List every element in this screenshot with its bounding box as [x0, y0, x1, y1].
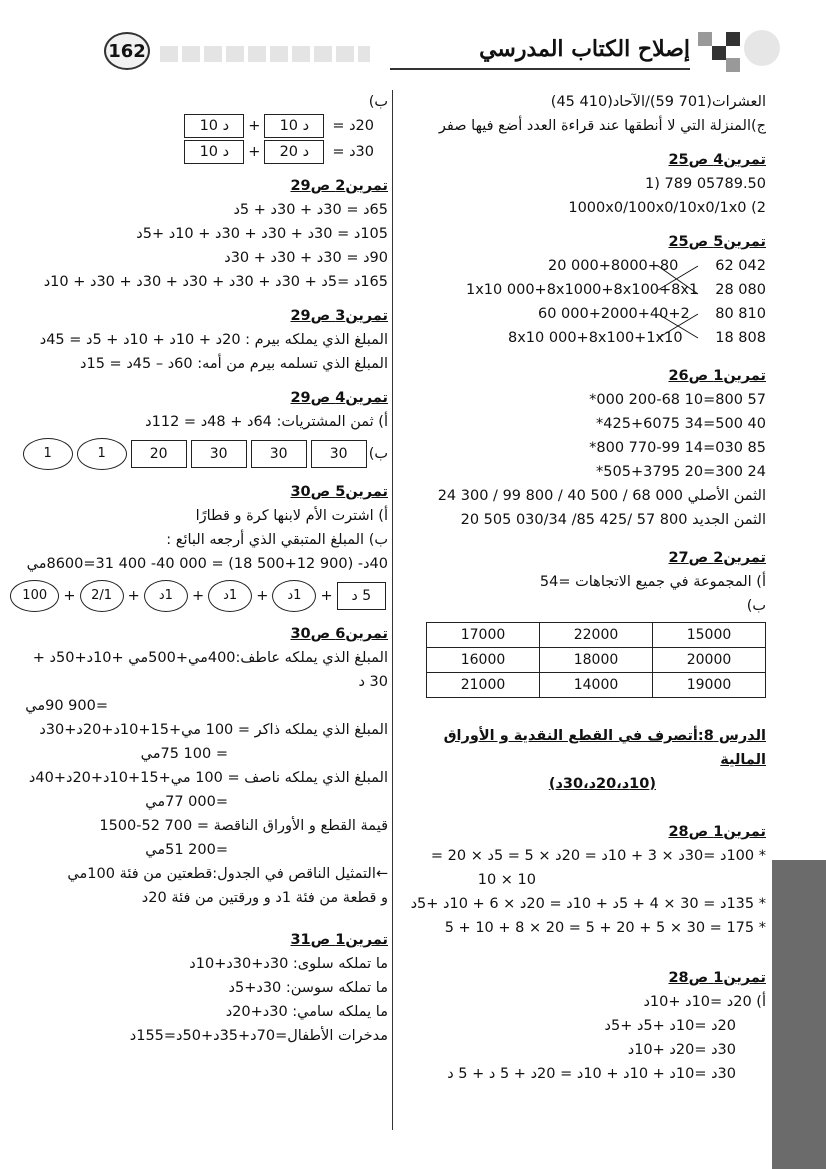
answer-line: 105د = 30د + 30د + 30د + 10د +5د [136, 226, 388, 242]
exercise-title: تمرين1 ص28 [668, 824, 766, 840]
match-right-item: 18 808 [715, 330, 766, 346]
page-number: 162 [104, 32, 150, 70]
answer-line: ما يملكه سامي: 30د+20د [225, 1004, 388, 1020]
table-cell: 16000 [427, 648, 540, 673]
plus-sign: + [248, 118, 261, 134]
answer-line: و قطعة من فئة 1د و ورقتين من فئة 20د [141, 890, 388, 906]
answer-line: ب) المبلغ المتبقي الذي أرجعه البائع : [166, 532, 388, 548]
header-decoration [160, 46, 370, 62]
banknote-box: 30 [251, 440, 307, 468]
header-circle-decoration [744, 30, 780, 66]
answer-line: 57 800=10 200-68 000* [589, 392, 766, 408]
header-blocks-icon [696, 32, 740, 72]
match-right-item: 62 042 [715, 258, 766, 274]
coin-row [8, 438, 388, 470]
answer-line: ←التمثيل الناقص في الجدول:قطعتين من فئة 100مي [67, 866, 388, 882]
exercise-title: تمرين1 ص26 [668, 368, 766, 384]
answer-line: 30 د [358, 674, 388, 690]
answer-line: الثمن الجديد 800 57 /425 85/ 030/34 505 20 [460, 512, 766, 528]
table-cell: 15000 [653, 623, 766, 648]
match-left-item: 1x10 000+8x1000+8x100+8x1 [466, 282, 699, 298]
table-cell: 19000 [653, 673, 766, 698]
answer-line: 05789.50 789 (1 [645, 176, 766, 192]
table-row [427, 648, 766, 673]
exercise-title: تمرين5 ص25 [668, 234, 766, 250]
match-right-item: 28 080 [715, 282, 766, 298]
answer-line: 24 300=20 505+3795* [596, 464, 766, 480]
answer-line: = 100 75مي [140, 746, 228, 762]
answer-line: أ) المجموعة في جميع الاتجاهات =54 [539, 574, 766, 590]
table-cell: 17000 [427, 623, 540, 648]
answer-line: أ) 20د =10د +10د [643, 994, 766, 1010]
answer-line: ب) [746, 598, 766, 614]
exercise-title: تمرين1 ص31 [290, 932, 388, 948]
grid-cell: 10 د [264, 114, 324, 138]
answer-line: أ) اشترت الأم لابنها كرة و قطارًا [195, 508, 388, 524]
table-cell: 14000 [540, 673, 653, 698]
table-row [427, 623, 766, 648]
side-strip [772, 860, 826, 1169]
coin-grid [184, 140, 324, 164]
table-cell: 20000 [653, 648, 766, 673]
answer-line: =000 77مي [145, 794, 228, 810]
part-label: ب) [368, 94, 388, 110]
exercise-title: تمرين2 ص27 [668, 550, 766, 566]
answer-line: * 175 = 30 × 5 + 20 + 5 = 20 × 8 + 10 + 5 [444, 920, 766, 936]
exercise-title: تمرين3 ص29 [290, 308, 388, 324]
magic-square-table [426, 622, 766, 698]
right-column [410, 90, 766, 1086]
table-cell: 21000 [427, 673, 540, 698]
coin-grid-row [8, 114, 374, 138]
coin-circle: 1د [208, 580, 252, 612]
answer-line: أ) ثمن المشتريات: 64د + 48د = 112د [145, 414, 388, 430]
match-left-item: 20 000+8000+80 [548, 258, 679, 274]
answer-line: 40 500=34 425+6075* [596, 416, 766, 432]
answer-line: المبلغ الذي يملكه ناصف = 100 مي+15+10د+20د+40د [28, 770, 388, 786]
answer-line: * 100د =30د × 3 + 10د = 20د × 5 = 5د × 20 = [430, 848, 766, 864]
part-label: ب) [368, 446, 388, 462]
answer-line: الثمن الأصلي 000 68 / 500 40 / 800 99 / 300 24 [437, 488, 766, 504]
grid-cell: 10 د [184, 114, 244, 138]
banknote-box: 20 [131, 440, 187, 468]
answer-line: 30د =20د +10د [627, 1042, 736, 1058]
answer-line: 30د =10د + 10د + 10د = 20د + 5 د + 5 د [447, 1066, 736, 1082]
intro-line: العشرات(701 59)/الآحاد(410 45) [550, 94, 766, 110]
table-cell: 22000 [540, 623, 653, 648]
answer-line: ما تملكه سوسن: 30د+5د [228, 980, 388, 996]
header-rule [390, 68, 690, 70]
plus-sign: + [248, 144, 261, 160]
answer-line: 65د = 30د + 30د + 5د [233, 202, 388, 218]
page-header [90, 28, 760, 80]
coin-row: 5 د + 1د + 1د + 1د + 2/1 + 100 [8, 580, 388, 612]
answer-line: المبلغ الذي يملكه بيرم : 20د + 10د + 10د + 5د = 45د [39, 332, 388, 348]
answer-line: =200 51مي [145, 842, 228, 858]
equation-label: 20د = [332, 118, 374, 134]
banknote-box: 30 [191, 440, 247, 468]
answer-line: 10 × 10 [477, 872, 536, 888]
coin-circle: 2/1 [80, 580, 124, 612]
answer-line: المبلغ الذي يملكه ذاكر = 100 مي+15+10د+20د+30د [39, 722, 388, 738]
answer-line: =900 90مي [25, 698, 108, 714]
match-left-item: 8x10 000+8x100+1x10 [508, 330, 683, 346]
exercise-title: تمرين2 ص29 [290, 178, 388, 194]
equation-label: 30د = [332, 144, 374, 160]
exercise-title: تمرين4 ص25 [668, 152, 766, 168]
column-divider [392, 90, 393, 1130]
match-left-item: 60 000+2000+40+2 [538, 306, 690, 322]
exercise-title: تمرين5 ص30 [290, 484, 388, 500]
answer-line: 85 030=14 770-99 800* [589, 440, 766, 456]
table-row [427, 673, 766, 698]
answer-line: قيمة القطع و الأوراق الناقصة = 700 52-1500 [99, 818, 388, 834]
answer-line: 20د =10د +5د +5د [604, 1018, 736, 1034]
answer-line: 1000x0/100x0/10x0/1x0 (2 [568, 200, 766, 216]
match-right-item: 80 810 [715, 306, 766, 322]
answer-line: المبلغ الذي تسلمه بيرم من أمه: 60د – 45د = 15د [80, 356, 388, 372]
lesson-subtitle: (10د،20د،30د) [548, 776, 656, 792]
grid-cell: 10 د [184, 140, 244, 164]
answer-line: 40د- (900 12+500 18) = 000 40- 400 31=8600مي [26, 556, 388, 572]
answer-line: * 135د = 30 × 4 + 5د + 10د = 20د × 6 + 10د +5د [410, 896, 766, 912]
answer-line: ما تملكه سلوى: 30د+30د+10د [189, 956, 388, 972]
left-column [8, 90, 388, 1048]
grid-cell: 20 د [264, 140, 324, 164]
table-cell: 18000 [540, 648, 653, 673]
lesson-title: الدرس 8:أتصرف في القطع النقدية و الأوراق المالية [443, 728, 766, 768]
coin-circle: 1د [144, 580, 188, 612]
coin-circle: 100 [10, 580, 59, 612]
answer-line: 90د = 30د + 30د + 30د [224, 250, 388, 266]
coin-circle: 1 [23, 438, 73, 470]
answer-line: المبلغ الذي يملكه عاطف:400مي+500مي +10د+50د + [32, 650, 388, 666]
answer-line: مدخرات الأطفال=70د+35د+50د=155د [129, 1028, 388, 1044]
coin-circle: 1د [272, 580, 316, 612]
coin-circle: 1 [77, 438, 127, 470]
page-title: إصلاح الكتاب المدرسي [479, 36, 690, 62]
exercise-title: تمرين4 ص29 [290, 390, 388, 406]
answer-line: 165د =5د + 30د + 30د + 30د + 30د + 30د + 10د [43, 274, 388, 290]
matching-exercise [426, 254, 766, 350]
banknote-box: 5 د [337, 582, 386, 610]
exercise-title: تمرين6 ص30 [290, 626, 388, 642]
coin-grid-row [8, 140, 374, 164]
coin-grid [184, 114, 324, 138]
banknote-box: 30 [311, 440, 367, 468]
intro-line: ج)المنزلة التي لا أنطقها عند قراءة العدد أضع فيها صفر [438, 118, 766, 134]
exercise-title: تمرين1 ص28 [668, 970, 766, 986]
